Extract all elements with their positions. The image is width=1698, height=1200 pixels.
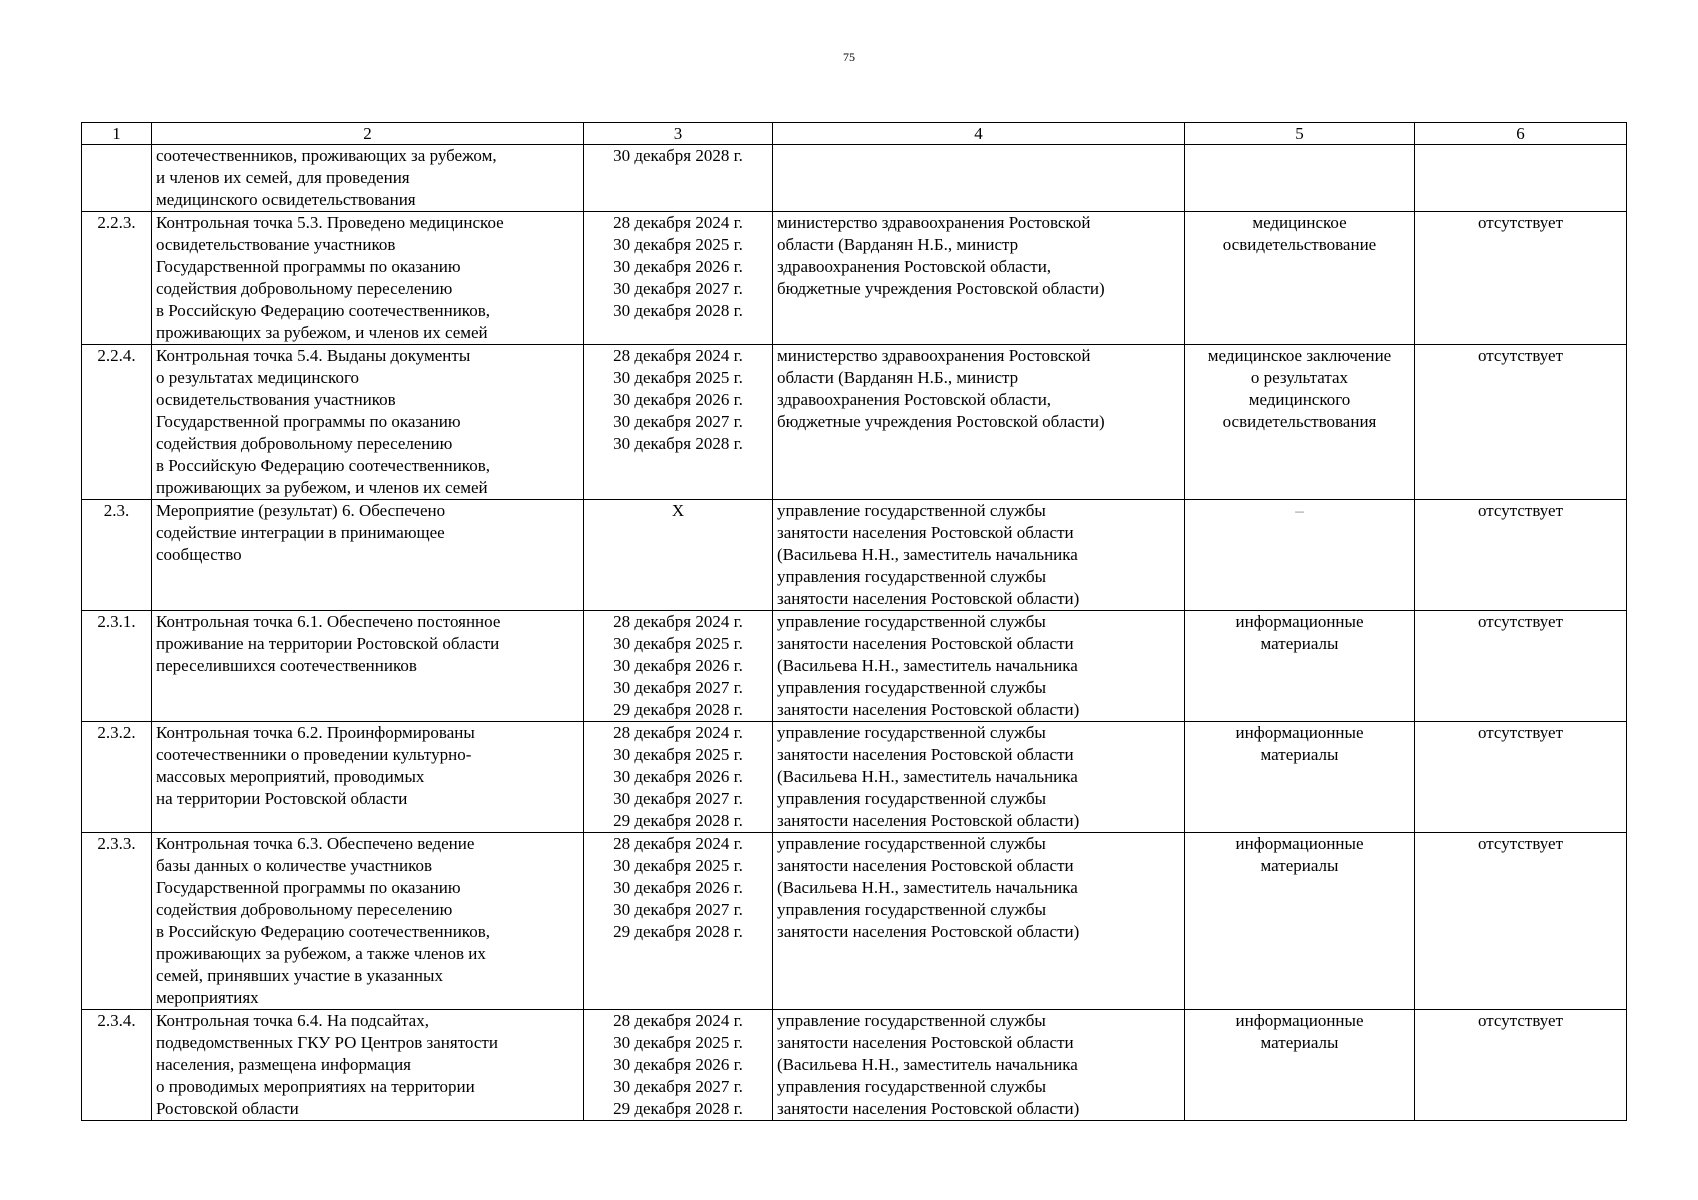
item-dates: 30 декабря 2028 г. bbox=[584, 145, 773, 212]
item-result bbox=[1185, 145, 1415, 212]
item-number: 2.3.1. bbox=[82, 611, 152, 722]
column-number-1: 1 bbox=[82, 123, 152, 145]
item-dates: 28 декабря 2024 г. 30 декабря 2025 г. 30 декабря 2026 г. 30 декабря 2027 г. 29 декабря 2028 г. bbox=[584, 833, 773, 1010]
item-result: медицинское заключение о результатах медицинского освидетельствования bbox=[1185, 345, 1415, 500]
item-number bbox=[82, 145, 152, 212]
item-dates: 28 декабря 2024 г. 30 декабря 2025 г. 30 декабря 2026 г. 30 декабря 2027 г. 29 декабря 2028 г. bbox=[584, 722, 773, 833]
item-number: 2.2.3. bbox=[82, 212, 152, 345]
item-responsible bbox=[773, 145, 1185, 212]
column-number-row bbox=[82, 123, 1627, 145]
item-dates: 28 декабря 2024 г. 30 декабря 2025 г. 30 декабря 2026 г. 30 декабря 2027 г. 30 декабря 2028 г. bbox=[584, 212, 773, 345]
item-title: Контрольная точка 5.4. Выданы документы о результатах медицинского освидетельствования участников Государственной программы по оказанию содействия добровольному переселению в Российскую Федерацию соотечественников, проживающих за рубежом, и членов их семей bbox=[152, 345, 584, 500]
page-number: 75 bbox=[843, 50, 855, 64]
item-result: информационные материалы bbox=[1185, 722, 1415, 833]
item-number: 2.3.2. bbox=[82, 722, 152, 833]
column-number-3: 3 bbox=[584, 123, 773, 145]
table-row bbox=[82, 611, 1627, 722]
item-note bbox=[1415, 145, 1627, 212]
item-note: отсутствует bbox=[1415, 345, 1627, 500]
item-result: медицинское освидетельствование bbox=[1185, 212, 1415, 345]
item-number: 2.3.3. bbox=[82, 833, 152, 1010]
item-result: – bbox=[1185, 500, 1415, 611]
item-number: 2.2.4. bbox=[82, 345, 152, 500]
column-number-6: 6 bbox=[1415, 123, 1627, 145]
item-number: 2.3.4. bbox=[82, 1010, 152, 1121]
item-responsible: управление государственной службы занятости населения Ростовской области (Васильева Н.Н., заместитель начальника управления государственной службы занятости населения Ростовской области) bbox=[773, 611, 1185, 722]
item-responsible: управление государственной службы занятости населения Ростовской области (Васильева Н.Н., заместитель начальника управления государственной службы занятости населения Ростовской области) bbox=[773, 1010, 1185, 1121]
item-title: Мероприятие (результат) 6. Обеспечено содействие интеграции в принимающее сообщество bbox=[152, 500, 584, 611]
plan-table bbox=[81, 122, 1627, 1121]
table-row bbox=[82, 833, 1627, 1010]
item-title: Контрольная точка 6.1. Обеспечено постоянное проживание на территории Ростовской области переселившихся соотечественников bbox=[152, 611, 584, 722]
item-title: Контрольная точка 5.3. Проведено медицинское освидетельствование участников Государственной программы по оказанию содействия добровольному переселению в Российскую Федерацию соотечественников, проживающих за рубежом, и членов их семей bbox=[152, 212, 584, 345]
column-number-5: 5 bbox=[1185, 123, 1415, 145]
item-dates: 28 декабря 2024 г. 30 декабря 2025 г. 30 декабря 2026 г. 30 декабря 2027 г. 30 декабря 2028 г. bbox=[584, 345, 773, 500]
item-result: информационные материалы bbox=[1185, 1010, 1415, 1121]
item-result: информационные материалы bbox=[1185, 611, 1415, 722]
item-dates: 28 декабря 2024 г. 30 декабря 2025 г. 30 декабря 2026 г. 30 декабря 2027 г. 29 декабря 2028 г. bbox=[584, 611, 773, 722]
item-note: отсутствует bbox=[1415, 1010, 1627, 1121]
item-note: отсутствует bbox=[1415, 833, 1627, 1010]
table-row bbox=[82, 145, 1627, 212]
item-number: 2.3. bbox=[82, 500, 152, 611]
table-row bbox=[82, 500, 1627, 611]
table-row bbox=[82, 722, 1627, 833]
item-title: Контрольная точка 6.3. Обеспечено ведение базы данных о количестве участников Государственной программы по оказанию содействия добровольному переселению в Российскую Федерацию соотечественников, проживающих за рубежом, а также членов их семей, принявших участие в указанных мероприятиях bbox=[152, 833, 584, 1010]
item-title: соотечественников, проживающих за рубежом, и членов их семей, для проведения медицинского освидетельствования bbox=[152, 145, 584, 212]
item-responsible: управление государственной службы занятости населения Ростовской области (Васильева Н.Н., заместитель начальника управления государственной службы занятости населения Ростовской области) bbox=[773, 833, 1185, 1010]
item-responsible: управление государственной службы занятости населения Ростовской области (Васильева Н.Н., заместитель начальника управления государственной службы занятости населения Ростовской области) bbox=[773, 722, 1185, 833]
item-note: отсутствует bbox=[1415, 722, 1627, 833]
column-number-4: 4 bbox=[773, 123, 1185, 145]
item-note: отсутствует bbox=[1415, 500, 1627, 611]
item-responsible: министерство здравоохранения Ростовской области (Варданян Н.Б., министр здравоохранения Ростовской области, бюджетные учреждения Ростовской области) bbox=[773, 345, 1185, 500]
table-row bbox=[82, 212, 1627, 345]
table-row bbox=[82, 1010, 1627, 1121]
item-responsible: управление государственной службы занятости населения Ростовской области (Васильева Н.Н., заместитель начальника управления государственной службы занятости населения Ростовской области) bbox=[773, 500, 1185, 611]
item-responsible: министерство здравоохранения Ростовской области (Варданян Н.Б., министр здравоохранения Ростовской области, бюджетные учреждения Ростовской области) bbox=[773, 212, 1185, 345]
column-number-2: 2 bbox=[152, 123, 584, 145]
item-dates: Х bbox=[584, 500, 773, 611]
item-title: Контрольная точка 6.2. Проинформированы соотечественники о проведении культурно- массовых мероприятий, проводимых на территории Ростовской области bbox=[152, 722, 584, 833]
item-title: Контрольная точка 6.4. На подсайтах, подведомственных ГКУ РО Центров занятости населения, размещена информация о проводимых мероприятиях на территории Ростовской области bbox=[152, 1010, 584, 1121]
item-note: отсутствует bbox=[1415, 611, 1627, 722]
item-note: отсутствует bbox=[1415, 212, 1627, 345]
table-row bbox=[82, 345, 1627, 500]
item-dates: 28 декабря 2024 г. 30 декабря 2025 г. 30 декабря 2026 г. 30 декабря 2027 г. 29 декабря 2028 г. bbox=[584, 1010, 773, 1121]
item-result: информационные материалы bbox=[1185, 833, 1415, 1010]
